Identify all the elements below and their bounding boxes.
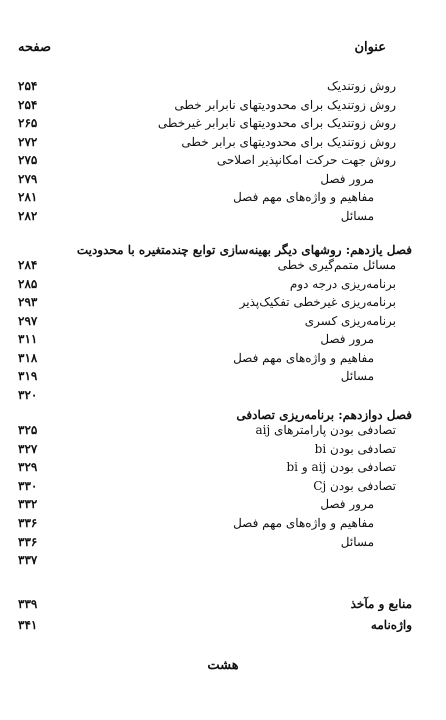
toc-entry-page: ۲۷۹ [18, 171, 38, 186]
column-header-title: عنوان [354, 40, 386, 55]
toc-entry-title: تصادفی بودن bi [314, 441, 396, 456]
toc-entry-title: مفاهیم و واژه‌های مهم فصل [233, 350, 374, 365]
toc-entry[interactable] [0, 458, 446, 477]
toc-entry-title: مفاهیم و واژه‌های مهم فصل [233, 190, 374, 204]
toc-entry[interactable] [0, 293, 446, 312]
toc-entry[interactable] [0, 551, 446, 570]
toc-entry-title: مرور فصل [320, 332, 374, 346]
toc-entry[interactable] [0, 151, 446, 170]
toc-entry-page: ۲۸۱ [18, 190, 38, 204]
toc-entry-page: ۲۵۴ [18, 79, 38, 93]
toc-entry-page: ۳۳۶ [18, 534, 38, 549]
toc-entry[interactable] [0, 440, 446, 459]
toc-entry[interactable] [0, 533, 446, 552]
toc-entry[interactable] [0, 514, 446, 533]
toc-entry-title: برنامه‌ریزی غیرخطی تفکیک‌پذیر [239, 295, 396, 309]
toc-entry[interactable] [0, 256, 446, 275]
toc-entry-page: ۳۴۱ [18, 618, 38, 632]
toc-entry-page: ۳۲۵ [18, 423, 38, 437]
toc-entry-title: برنامه‌ریزی کسری [304, 313, 396, 328]
toc-entry[interactable] [0, 188, 446, 207]
page-footer: هشت [207, 658, 239, 673]
toc-entry[interactable] [0, 330, 446, 349]
toc-entry-page: ۲۹۳ [18, 295, 38, 309]
toc-entry-title: مفاهیم و واژه‌های مهم فصل [233, 516, 374, 530]
toc-entry-title: روش زوتندیک برای محدودیتهای نابرابر خطی [174, 97, 396, 112]
toc-entry-page: ۳۱۹ [18, 369, 38, 383]
toc-entry[interactable] [0, 386, 446, 405]
toc-entry-title: برنامه‌ریزی درجه دوم [289, 276, 396, 291]
toc-entry-page: ۳۲۰ [18, 387, 38, 402]
toc-entry-page: ۳۳۲ [18, 497, 38, 512]
toc-entry[interactable] [0, 595, 446, 614]
toc-entry[interactable] [0, 495, 446, 514]
toc-entry-title: مسائل [340, 534, 374, 549]
toc-entry-title: تصادفی بودن aij و bi [286, 460, 396, 475]
toc-entry[interactable] [0, 367, 446, 386]
toc-entry-page: ۲۹۷ [18, 313, 38, 328]
toc-entry-title: روش جهت حرکت امکانپذیر اصلاحی [216, 153, 396, 167]
toc-entry[interactable] [0, 77, 446, 96]
toc-entry[interactable] [0, 133, 446, 152]
toc-entry[interactable] [0, 275, 446, 294]
chapter-heading-text: فصل دوازدهم: برنامه‌ریزی تصادفی [236, 408, 412, 422]
toc-entry-page: ۳۱۱ [18, 332, 38, 346]
toc-entry-title: روش زوتندیک [327, 79, 396, 93]
toc-entry-page: ۳۳۶ [18, 516, 38, 530]
toc-entry-page: ۲۶۵ [18, 116, 38, 130]
toc-entry-title: تصادفی بودن پارامترهای aij [255, 423, 396, 437]
toc-entry[interactable] [0, 207, 446, 226]
column-header-page: صفحه [18, 40, 51, 55]
toc-entry-title: مسائل [340, 369, 374, 383]
toc-entry-page: ۳۲۷ [18, 441, 38, 456]
toc-entry-title: منابع و مآخذ [350, 597, 412, 611]
toc-entry[interactable] [0, 477, 446, 496]
toc-entry[interactable] [0, 616, 446, 635]
toc-entry[interactable] [0, 114, 446, 133]
toc-entry[interactable] [0, 421, 446, 440]
toc-entry-title: روش زوتندیک برای محدودیتهای نابرابر غیرخطی [157, 116, 396, 130]
toc-entry-title: روش زوتندیک برای محدودیتهای برابر خطی [181, 134, 396, 149]
toc-entry-page: ۳۱۸ [18, 350, 38, 365]
toc-entry-page: ۲۸۵ [18, 276, 38, 291]
toc-entry[interactable] [0, 349, 446, 368]
toc-entry-title: مرور فصل [320, 497, 374, 512]
chapter-heading-text: فصل یازدهم: روشهای دیگر بهینه‌سازی توابع چندمتغیره با محدودیت [76, 243, 412, 257]
toc-entry-title: تصادفی بودن Cj [313, 478, 396, 493]
toc-entry-page: ۳۳۰ [18, 478, 38, 493]
toc-entry-page: ۳۲۹ [18, 460, 38, 475]
toc-entry[interactable] [0, 96, 446, 115]
toc-entry-title: مسائل متمم‌گیری خطی [277, 258, 396, 272]
toc-entry-page: ۲۵۴ [18, 97, 38, 112]
toc-entry-page: ۲۸۲ [18, 208, 38, 223]
toc-entry-title: واژه‌نامه [370, 618, 412, 632]
toc-entry-title: مرور فصل [320, 171, 374, 186]
toc-entry[interactable] [0, 170, 446, 189]
toc-entry-page: ۲۷۵ [18, 153, 38, 167]
toc-entry[interactable] [0, 312, 446, 331]
toc-entry-title: مسائل [340, 208, 374, 223]
toc-entry-page: ۲۸۴ [18, 258, 38, 272]
toc-entry-page: ۲۷۲ [18, 134, 38, 149]
toc-entry-page: ۳۳۷ [18, 553, 38, 568]
toc-entry-page: ۳۳۹ [18, 597, 38, 611]
